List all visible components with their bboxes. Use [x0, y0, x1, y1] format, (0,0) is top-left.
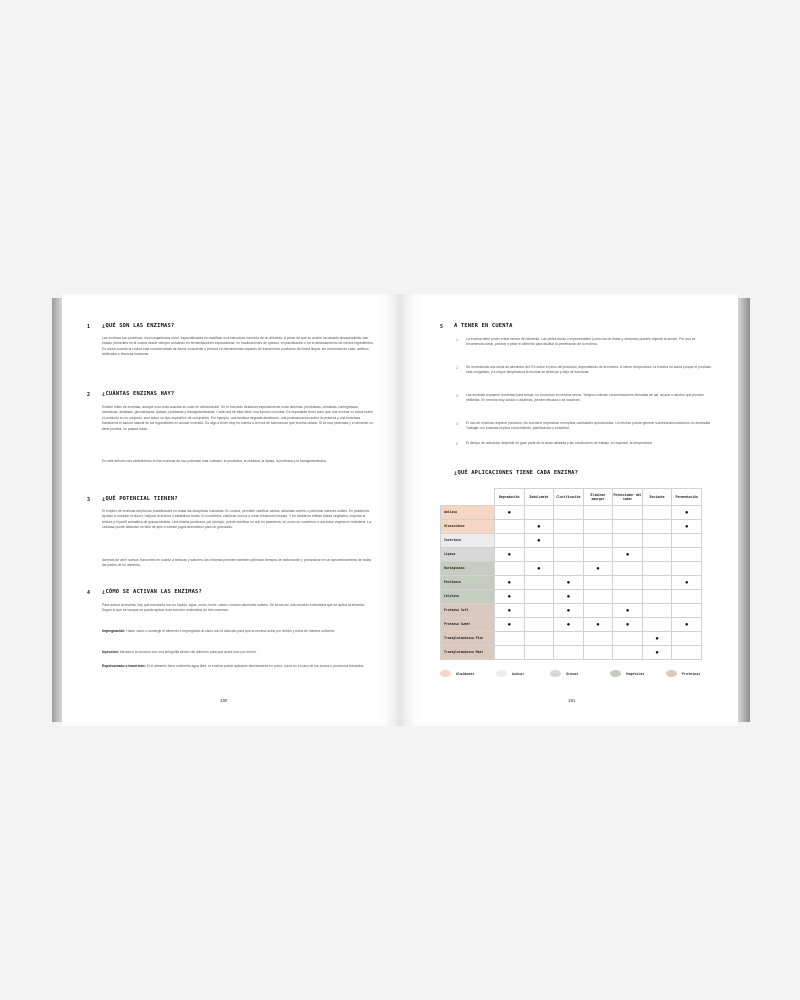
table-cell-marked: ● [495, 604, 525, 618]
table-cell [642, 506, 672, 520]
legend-label: Vegetales [626, 671, 645, 676]
table-cell [613, 576, 643, 590]
table-row [441, 590, 702, 604]
table-cell [583, 604, 613, 618]
table-cell [495, 632, 525, 646]
section-number: 2 [87, 392, 91, 398]
section-number: 5 [440, 324, 444, 330]
table-corner [441, 489, 495, 506]
table-cell [554, 632, 584, 646]
row-label: Invertasa [441, 534, 495, 548]
method-text: Hacer vacío o sumergir el alimento e impregnarlo al vacío con la solución para que la enzima actúe por dentro y fuera de manera uniforme. [126, 629, 336, 633]
section-title: A TENER EN CUENTA [454, 323, 513, 329]
left-page [62, 294, 400, 726]
table-row [441, 576, 702, 590]
paragraph: Para activar la enzima, hay que mezclarla con un líquido: agua, zumo, leche, caldo o incluso alcoholes suaves. Se forma así una solución enzimática que se aplica al alimento. Según lo que se busque se puede aplicar esta solución enzimática de tres maneras: [102, 603, 366, 613]
table-cell-marked: ● [495, 576, 525, 590]
table-cell-marked: ● [554, 576, 584, 590]
table-cell [524, 548, 554, 562]
row-label: Proteasa Soft [441, 604, 495, 618]
table-cell-marked: ● [495, 590, 525, 604]
item-number: 5 [456, 442, 458, 446]
table-cell [554, 520, 584, 534]
note-item: Las enzimas requieren humedad para actuar; no funcionan en medios secos. Tampoco toleran concentraciones elevadas de sal, azúcar o alcohol que puedan inhibirlas. En medios muy ácidos o alcalinos, pierden eficacia o se inactivan. [466, 393, 704, 403]
method-label: Espolvoreado o inmersión: [102, 664, 146, 668]
table-title: ¿QUÉ APLICACIONES TIENE CADA ENZIMA? [454, 470, 579, 476]
page-number: 190 [220, 698, 228, 703]
row-label: Lipasa [441, 548, 495, 562]
legend-label: Azúcar [512, 671, 525, 676]
table-header-row [441, 489, 702, 506]
note-item: El tiempo de actuación depende en gran parte de la dosis utilizada y las condiciones de trabajo, en especial, la temperatura. [466, 441, 653, 445]
table-cell-marked: ● [642, 632, 672, 646]
column-header: Clarificación [554, 489, 584, 506]
table-cell [672, 534, 702, 548]
table-cell [554, 646, 584, 660]
table-cell-marked: ● [583, 618, 613, 632]
table-cell [642, 520, 672, 534]
page-stack-left [52, 298, 62, 722]
table-cell-marked: ● [524, 534, 554, 548]
paragraph: En este artículo nos centraremos en las enzimas de uso potencial más culinario: la pectinasa, la celulasa, la lipasa, la proteasa y la transglutaminasa. [102, 459, 327, 463]
table-cell-marked: ● [642, 646, 672, 660]
table-cell [554, 548, 584, 562]
legend-item [440, 670, 474, 677]
table-cell [642, 604, 672, 618]
table-cell [613, 534, 643, 548]
item-number: 4 [456, 422, 458, 426]
row-label: Celulasa [441, 590, 495, 604]
table-cell-marked: ● [672, 506, 702, 520]
method-label: Inyección: [102, 650, 119, 654]
section-title: ¿CÓMO SE ACTIVAN LAS ENZIMAS? [102, 589, 202, 595]
section-title: ¿QUÉ SON LAS ENZIMAS? [102, 323, 175, 329]
table-cell-marked: ● [672, 576, 702, 590]
table-cell-marked: ● [524, 520, 554, 534]
table-cell [524, 576, 554, 590]
method-impregnacion [102, 629, 374, 634]
legend-swatch [496, 670, 507, 677]
table-cell-marked: ● [613, 618, 643, 632]
page-stack-right [738, 298, 750, 722]
table-cell [524, 604, 554, 618]
table-cell [672, 590, 702, 604]
legend-item [610, 670, 644, 677]
table-cell [524, 646, 554, 660]
row-label: Amilasa [441, 506, 495, 520]
column-header: Degradación [495, 489, 525, 506]
row-label: Pectinasa [441, 576, 495, 590]
table-cell [672, 562, 702, 576]
enzyme-applications-table [440, 488, 702, 660]
table-cell [495, 646, 525, 660]
table-cell [583, 632, 613, 646]
method-espolvoreado [102, 664, 374, 669]
table-row [441, 618, 702, 632]
table-cell [554, 506, 584, 520]
legend-swatch [666, 670, 677, 677]
section-number: 3 [87, 497, 91, 503]
table-cell [524, 618, 554, 632]
column-header: Fermentación [672, 489, 702, 506]
table-cell [672, 632, 702, 646]
note-item: La enzima debe poder entrar dentro del alimento. Las pieles duras o impermeables (como las de frutas y verduras) pueden impedir la acción. Por eso se recomienda cortar, pinchar o pelar el alimento para facilitar la penetración de la enzima. [466, 337, 696, 347]
table-row [441, 548, 702, 562]
note-item: El uso de enzimas requiere precisión. No conviene improvisar ni emplear cantidades aproximadas. Un exceso puede generar sobretransformaciones no deseadas. Trabajar con enzimas implica conocimiento, planificación y exactitud. [466, 421, 712, 431]
method-inyeccion [102, 650, 374, 655]
item-number: 1 [456, 338, 458, 342]
table-row [441, 534, 702, 548]
legend-label: Proteínas [682, 671, 701, 676]
item-number: 3 [456, 394, 458, 398]
table-cell [554, 534, 584, 548]
table-cell [642, 590, 672, 604]
table-row [441, 646, 702, 660]
table-cell-marked: ● [583, 562, 613, 576]
table-cell [495, 520, 525, 534]
column-header: Enviante [642, 489, 672, 506]
table-cell-marked: ● [495, 548, 525, 562]
legend-swatch [610, 670, 621, 677]
legend-item [550, 670, 578, 677]
row-label: Transglutaminasa Fish [441, 632, 495, 646]
row-label: Glucosidasa [441, 520, 495, 534]
table-cell [672, 604, 702, 618]
legend-swatch [550, 670, 561, 677]
method-text: Si el alimento tiene suficiente agua libre, la enzima puede aplicarse directamente en polvo, como en el caso de los zumos o productos triturados. [146, 664, 365, 668]
table-cell [524, 632, 554, 646]
section-number: 4 [87, 590, 91, 596]
table-cell-marked: ● [554, 618, 584, 632]
table-cell-marked: ● [613, 604, 643, 618]
table-cell [613, 646, 643, 660]
legend-label: Grasas [566, 671, 579, 676]
legend-label: Almidones [456, 671, 475, 676]
table-cell [524, 506, 554, 520]
right-page [400, 294, 738, 726]
table-row [441, 604, 702, 618]
table-row [441, 520, 702, 534]
table-cell [583, 506, 613, 520]
table-cell [583, 646, 613, 660]
table-row [441, 506, 702, 520]
table-cell [583, 576, 613, 590]
table-cell [642, 576, 672, 590]
table-cell [524, 590, 554, 604]
column-header: Potenciador del sabor [613, 489, 643, 506]
table-cell [495, 562, 525, 576]
table-cell [495, 534, 525, 548]
legend-item [666, 670, 700, 677]
note-item: Se recomienda una dosis de alrededor del 2% sobre el peso del producto, dependiendo de la enzima. A menor temperatura, la enzima no actúa porque el producto está congelado, y a mayor temperatura la enzima se destruye y deja de funcionar. [466, 365, 712, 375]
table-cell-marked: ● [613, 548, 643, 562]
method-text: Introducir la solución con una jeringuilla dentro del alimento para que actúe solo por dentro. [119, 650, 257, 654]
legend-swatch [440, 670, 451, 677]
table-cell-marked: ● [495, 618, 525, 632]
section-title: ¿QUÉ POTENCIAL TIENEN? [102, 496, 178, 502]
table-cell [642, 618, 672, 632]
table-cell [642, 562, 672, 576]
table-cell [672, 548, 702, 562]
table-cell [583, 520, 613, 534]
item-number: 2 [456, 366, 458, 370]
table-cell [583, 534, 613, 548]
table-row [441, 562, 702, 576]
table-cell [642, 548, 672, 562]
table-cell-marked: ● [672, 618, 702, 632]
legend-item [496, 670, 524, 677]
column-header: Eliminar amargor [583, 489, 613, 506]
table-cell [613, 520, 643, 534]
table-cell-marked: ● [672, 520, 702, 534]
paragraph: Las enzimas son proteínas, microorganismos vivos, especializadas en modificar una estructura concreta de un alimento. A pesar de que su acción ha pasado desapercibida, han estado presentes en la cocina desde siempre actuando en fermentaciones espontáneas, en maduraciones de quesos, en panificación o en el ablandamiento de ciertos ingredientes. Es ahora cuando la cocina está conociéndolas de forma consciente y precisa en herramientas capaces de transformar productos de forma limpia, sin necesidad de calor, aditivos artificiales o técnicas invasivas. [102, 336, 374, 357]
table-cell [583, 548, 613, 562]
paragraph: El empleo de enzimas amplía las posibilidades en todas las disciplinas culinarias. En cocina, permiten clarificar caldos, ablandar carnes o potenciar sabores sutiles. En pastelería, ayudan a modular el dulzor, mejorar la textura o estabilizar frutas. En coctelería, clarifican zumos y crean infusiones limpias. Y en heladería refinan bases vegetales, mejoran la textura y el perfil aromático de grasas lácteas. Una misma pectinasa, por ejemplo, puede clarificar un culí en pastelería, un zumo en coctelería o una base vegetal en heladería. La celulasa puede ablandar un tallo de apio o extraer jugos aromáticos para un granizado. [102, 509, 371, 530]
table-cell [672, 646, 702, 660]
method-label: Impregnación: [102, 629, 126, 633]
table-cell-marked: ● [554, 590, 584, 604]
paragraph: Además de abrir nuevos horizontes en cuanto a texturas y sabores, las enzimas permiten también optimizar tiempos de elaboración y profundizar en un aprovechamiento de todas las partes de un alimento. [102, 558, 372, 568]
table-cell-marked: ● [554, 604, 584, 618]
table-cell [642, 534, 672, 548]
table-cell [583, 590, 613, 604]
row-label: Transglutaminasa Meat [441, 646, 495, 660]
column-header: Endulzante [524, 489, 554, 506]
section-title: ¿CUÁNTAS ENZIMAS HAY? [102, 391, 175, 397]
table-cell [613, 562, 643, 576]
table-cell [554, 562, 584, 576]
table-cell [613, 506, 643, 520]
table-row [441, 632, 702, 646]
table-cell [613, 590, 643, 604]
table-cell [613, 632, 643, 646]
table-cell-marked: ● [524, 562, 554, 576]
row-label: Naringinasa [441, 562, 495, 576]
section-number: 1 [87, 324, 91, 330]
paragraph: Existen miles de enzimas, aunque solo unas cuantas se usan en alimentación. En el mercado destacan especialmente unas decenas: pectinasas, celulasas, naringinasas, invertasas, amilasas, glucosidasas, lipasas, proteasas y transglutaminasas. Cada una de ellas tiene una función concreta. Es importante tener claro que una enzima no actúa sobre el producto en su conjunto, sino sobre un tipo específico de compuesto. Por ejemplo, una amilasa degrada almidones, una proteasa actúa sobre la proteína y una invertasa transforma el azúcar natural de los ingredientes en azúcar invertido. Es algo a tener muy en cuenta a la hora de seleccionar qué enzima utilizar. Si se usa pectinasa y el alimento no tiene pectina, no pasará nada. [102, 405, 374, 431]
table-cell-marked: ● [495, 506, 525, 520]
page-number: 191 [568, 698, 576, 703]
row-label: Proteasa Sweet [441, 618, 495, 632]
